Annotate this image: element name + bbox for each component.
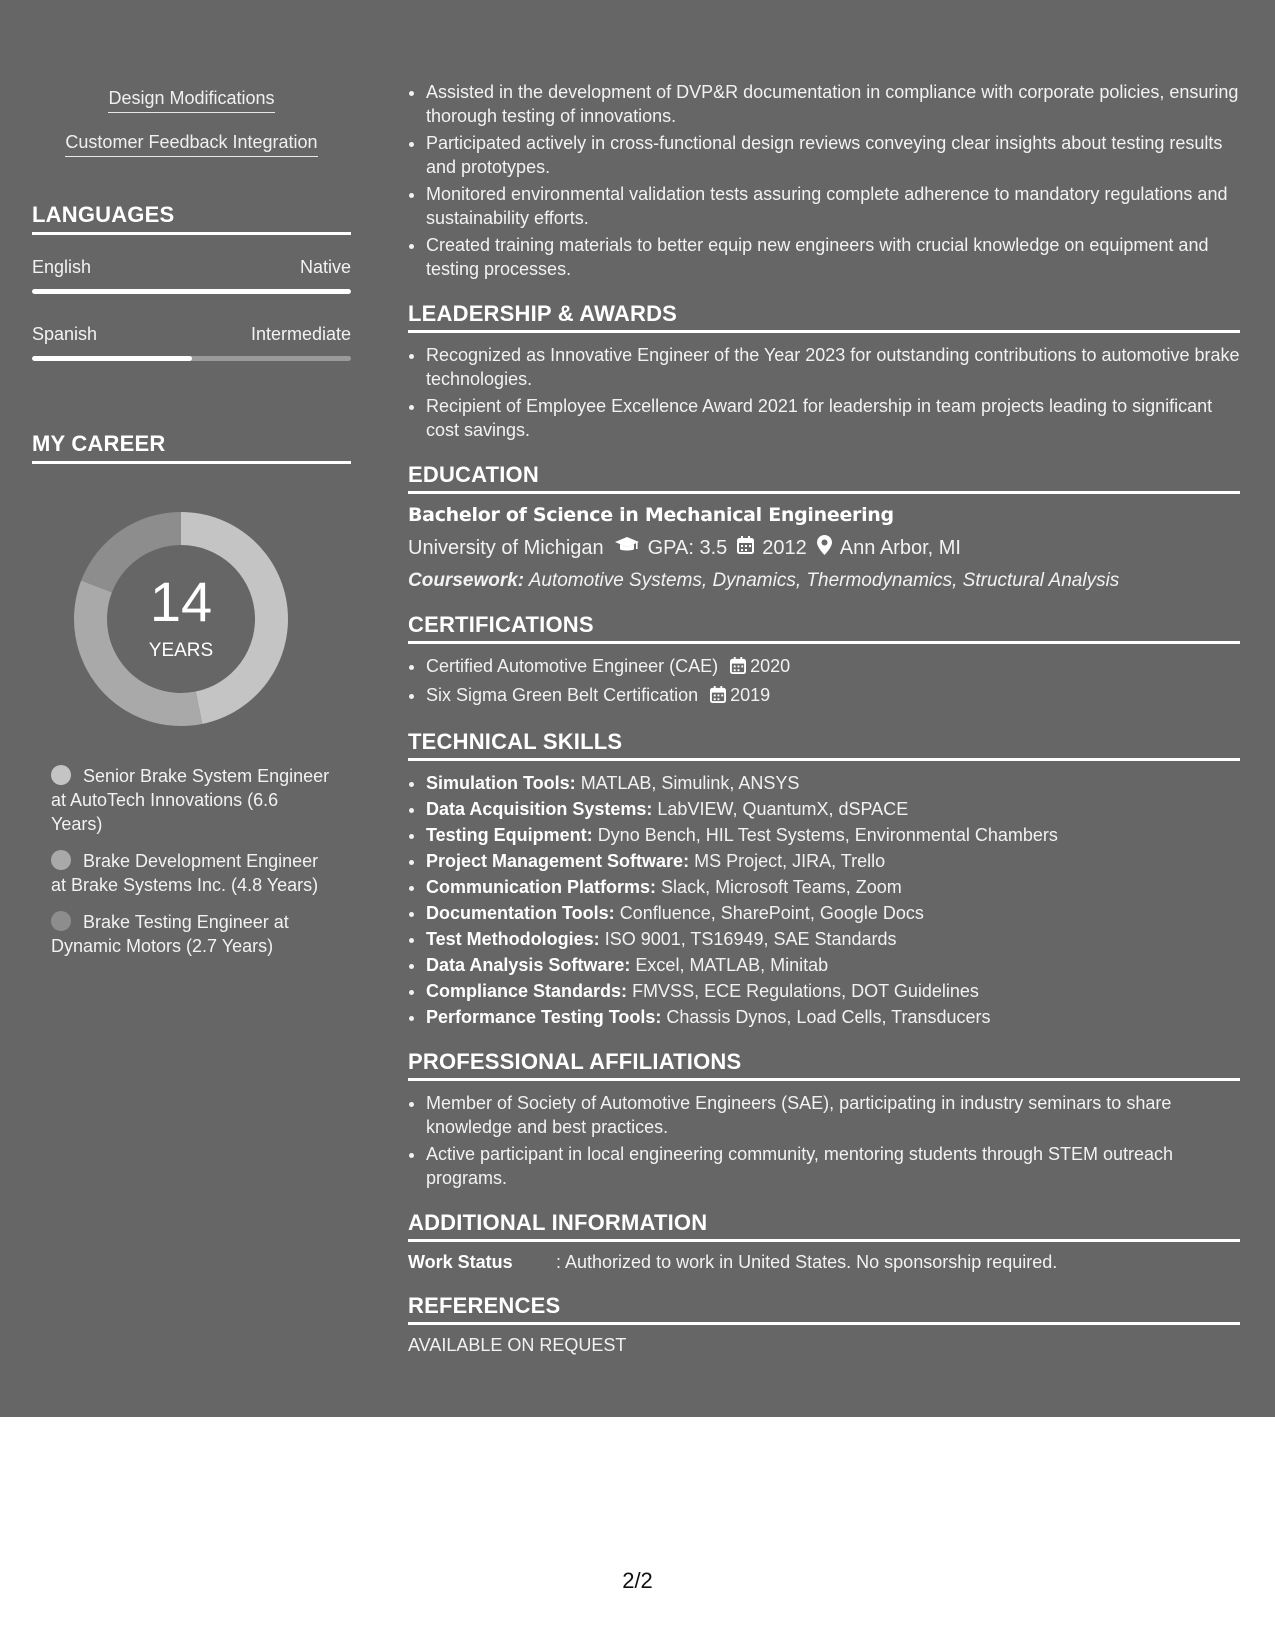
skill-label: Communication Platforms: <box>426 877 657 897</box>
skill-label: Test Methodologies: <box>426 929 600 949</box>
skill-value: Slack, Microsoft Teams, Zoom <box>661 877 902 897</box>
work-status-row <box>408 1252 1240 1273</box>
career-item <box>51 849 331 897</box>
skill-label: Documentation Tools: <box>426 903 615 923</box>
left-column <box>32 80 351 971</box>
skill-tag: Design Modifications <box>108 88 274 113</box>
certifications-heading: CERTIFICATIONS <box>408 612 1240 644</box>
skill-tag: Customer Feedback Integration <box>65 132 317 157</box>
references-text: AVAILABLE ON REQUEST <box>408 1335 627 1355</box>
education-location: Ann Arbor, MI <box>839 536 961 559</box>
certification-name: Six Sigma Green Belt Certification <box>426 685 699 705</box>
page-number: 2/2 <box>622 1568 653 1593</box>
certifications-list <box>408 654 1240 709</box>
skill-value: FMVSS, ECE Regulations, DOT Guidelines <box>632 981 979 1001</box>
skill-label: Performance Testing Tools: <box>426 1007 662 1027</box>
language-level: Intermediate <box>250 324 351 344</box>
education-degree: Bachelor of Science in Mechanical Engineering <box>408 504 894 526</box>
career-donut-chart <box>66 504 296 734</box>
list-item: • Assisted in the development of DVP&R documentation in compliance with corporate policies, ensuring thorough testing of innovations. <box>426 80 1240 128</box>
calendar-icon <box>737 536 754 560</box>
career-item-label: Brake Testing Engineer at Dynamic Motors (2.7 Years) <box>51 912 289 956</box>
career-list <box>51 764 331 958</box>
list-item <box>426 901 1240 925</box>
language-level: Native <box>299 257 351 277</box>
career-heading: MY CAREER <box>32 431 351 464</box>
education-year: 2012 <box>762 536 807 559</box>
career-item-label: Brake Development Engineer at Brake Systems Inc. (4.8 Years) <box>51 851 319 895</box>
career-item-label: Senior Brake System Engineer at AutoTech Innovations (6.6 Years) <box>51 766 330 834</box>
coursework-list: Automotive Systems, Dynamics, Thermodynamics, Structural Analysis <box>528 570 1120 591</box>
list-item: • Participated actively in cross-functional design reviews conveying clear insights about testing results and prototypes. <box>426 131 1240 179</box>
list-item <box>426 953 1240 977</box>
skill-label: Simulation Tools: <box>426 773 576 793</box>
list-item <box>426 654 1240 680</box>
work-status-label: Work Status <box>408 1252 513 1272</box>
right-column <box>408 80 1240 1356</box>
skill-value: LabVIEW, QuantumX, dSPACE <box>657 799 909 819</box>
list-item: • Active participant in local engineering community, mentoring students through STEM outreach programs. <box>426 1142 1240 1190</box>
career-dot-icon <box>51 850 71 870</box>
list-item: • Created training materials to better equip new engineers with crucial knowledge on equipment and testing processes. <box>426 233 1240 281</box>
language-row <box>32 257 351 294</box>
language-bar-fill <box>32 356 192 361</box>
list-item: • Recognized as Innovative Engineer of the Year 2023 for outstanding contributions to automotive brake technologies. <box>426 343 1240 391</box>
list-item <box>426 823 1240 847</box>
languages-heading: LANGUAGES <box>32 202 351 235</box>
education-heading: EDUCATION <box>408 462 1240 494</box>
experience-bullets <box>408 80 1240 281</box>
list-item <box>426 927 1240 951</box>
list-item <box>426 683 1240 709</box>
affiliations-heading: PROFESSIONAL AFFILIATIONS <box>408 1049 1240 1081</box>
references-heading: REFERENCES <box>408 1293 1240 1325</box>
skill-value: MATLAB, Simulink, ANSYS <box>580 773 800 793</box>
career-dot-icon <box>51 911 71 931</box>
skill-label: Compliance Standards: <box>426 981 628 1001</box>
list-item <box>426 797 1240 821</box>
skill-value: Chassis Dynos, Load Cells, Transducers <box>666 1007 991 1027</box>
certification-year: 2020 <box>750 656 791 676</box>
list-item: • Member of Society of Automotive Engineers (SAE), participating in industry seminars to share knowledge and best practices. <box>426 1091 1240 1139</box>
additional-info-heading: ADDITIONAL INFORMATION <box>408 1210 1240 1242</box>
career-item <box>51 764 331 836</box>
skill-label: Testing Equipment: <box>426 825 593 845</box>
career-total-years: 14 <box>149 570 213 633</box>
list-item <box>426 979 1240 1003</box>
map-pin-icon <box>817 535 832 561</box>
language-row <box>32 324 351 361</box>
list-item <box>426 849 1240 873</box>
skill-label: Project Management Software: <box>426 851 690 871</box>
technical-skills-list <box>408 771 1240 1029</box>
technical-skills-heading: TECHNICAL SKILLS <box>408 729 1240 761</box>
list-item <box>426 1005 1240 1029</box>
list-item <box>426 875 1240 899</box>
certification-name: Certified Automotive Engineer (CAE) <box>426 656 719 676</box>
language-bar <box>32 356 351 361</box>
skill-value: Confluence, SharePoint, Google Docs <box>619 903 924 923</box>
career-item <box>51 910 331 958</box>
skill-value: Dyno Bench, HIL Test Systems, Environmental Chambers <box>597 825 1058 845</box>
leadership-list <box>408 343 1240 442</box>
skill-value: Excel, MATLAB, Minitab <box>635 955 829 975</box>
coursework-label: Coursework: <box>408 570 525 591</box>
graduation-cap-icon <box>614 536 640 560</box>
language-name: Spanish <box>32 324 98 344</box>
skill-value: ISO 9001, TS16949, SAE Standards <box>604 929 897 949</box>
skill-value: MS Project, JIRA, Trello <box>694 851 886 871</box>
affiliations-list <box>408 1091 1240 1190</box>
career-total-unit: YEARS <box>148 640 214 661</box>
list-item: • Recipient of Employee Excellence Award 2021 for leadership in team projects leading to significant cost savings. <box>426 394 1240 442</box>
education-school: University of Michigan <box>408 536 604 559</box>
education-details <box>408 535 1240 561</box>
skill-tags <box>32 80 351 168</box>
work-status-value: : Authorized to work in United States. No sponsorship required. <box>556 1252 1058 1272</box>
education-gpa: GPA: 3.5 <box>647 536 728 559</box>
skill-label: Data Acquisition Systems: <box>426 799 653 819</box>
list-item <box>426 771 1240 795</box>
calendar-icon <box>710 685 726 709</box>
language-bar <box>32 289 351 294</box>
education-coursework <box>408 570 1240 592</box>
calendar-icon <box>730 656 746 680</box>
skill-label: Data Analysis Software: <box>426 955 631 975</box>
leadership-heading: LEADERSHIP & AWARDS <box>408 301 1240 333</box>
language-bar-fill <box>32 289 351 294</box>
certification-year: 2019 <box>730 685 771 705</box>
list-item: • Monitored environmental validation tests assuring complete adherence to mandatory regulations and sustainability efforts. <box>426 182 1240 230</box>
career-dot-icon <box>51 765 71 785</box>
language-name: English <box>32 257 92 277</box>
